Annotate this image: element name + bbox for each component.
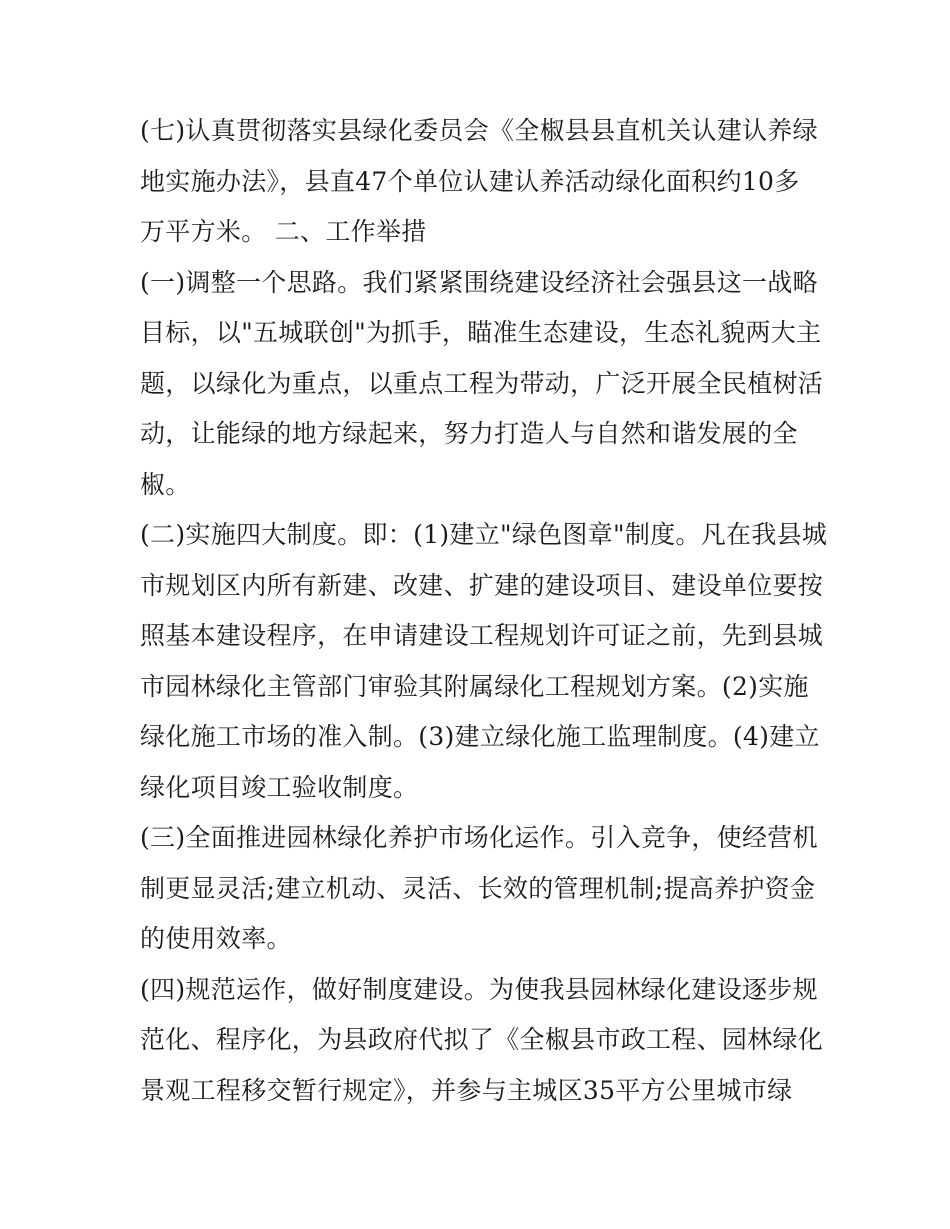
- text-line: 景观工程移交暂行规定》，并参与主城区35平方公里城市绿: [140, 1075, 793, 1105]
- paragraph-item-7: [140, 106, 820, 258]
- text-line: 绿化项目竣工验收制度。: [140, 772, 419, 802]
- text-line: 题，以绿化为重点，以重点工程为带动，广泛开展全民植树活: [140, 368, 824, 398]
- text-line: (三)全面推进园林绿化养护市场化运作。引入竞争，使经营机: [140, 823, 818, 852]
- text-line: 绿化施工市场的准入制。(3)建立绿化施工监理制度。(4)建立: [140, 722, 820, 751]
- text-line: 制更显灵活;建立机动、灵活、长效的管理机制;提高养护资金: [140, 873, 816, 903]
- text-line: (二)实施四大制度。即：(1)建立"绿色图章"制度。凡在我县城: [140, 520, 828, 549]
- paragraph-measure-4: [140, 965, 824, 1117]
- document-body: [140, 106, 828, 1116]
- text-line: (七)认真贯彻落实县绿化委员会《全椒县县直机关认建认养绿: [140, 116, 818, 145]
- text-line: (一)调整一个思路。我们紧紧围绕建设经济社会强县这一战略: [140, 267, 818, 297]
- text-line: 动，让能绿的地方绿起来，努力打造人与自然和谐发展的全: [140, 419, 798, 448]
- paragraph-measure-1: [140, 258, 824, 511]
- text-line: (四)规范运作，做好制度建设。为使我县园林绿化建设逐步规: [140, 974, 818, 1004]
- text-line: 椒。: [140, 469, 191, 499]
- text-line: 市园林绿化主管部门审验其附属绿化工程规划方案。(2)实施: [140, 671, 809, 701]
- text-line: 地实施办法》，县直47个单位认建认养活动绿化面积约10多: [140, 166, 800, 196]
- text-line: 范化、程序化，为县政府代拟了《全椒县市政工程、园林绿化: [140, 1025, 824, 1054]
- text-line: 的使用效率。: [140, 924, 292, 953]
- text-line: 万平方米。 二、工作举措: [140, 217, 427, 246]
- paragraph-measure-3: [140, 813, 820, 965]
- text-line: 市规划区内所有新建、改建、扩建的建设项目、建设单位要按: [140, 570, 824, 600]
- text-line: 目标，以"五城联创"为抓手，瞄准生态建设，生态礼貌两大主: [140, 318, 822, 347]
- text-line: 照基本建设程序，在申请建设工程规划许可证之前，先到县城: [140, 621, 824, 650]
- paragraph-measure-2: [140, 510, 828, 813]
